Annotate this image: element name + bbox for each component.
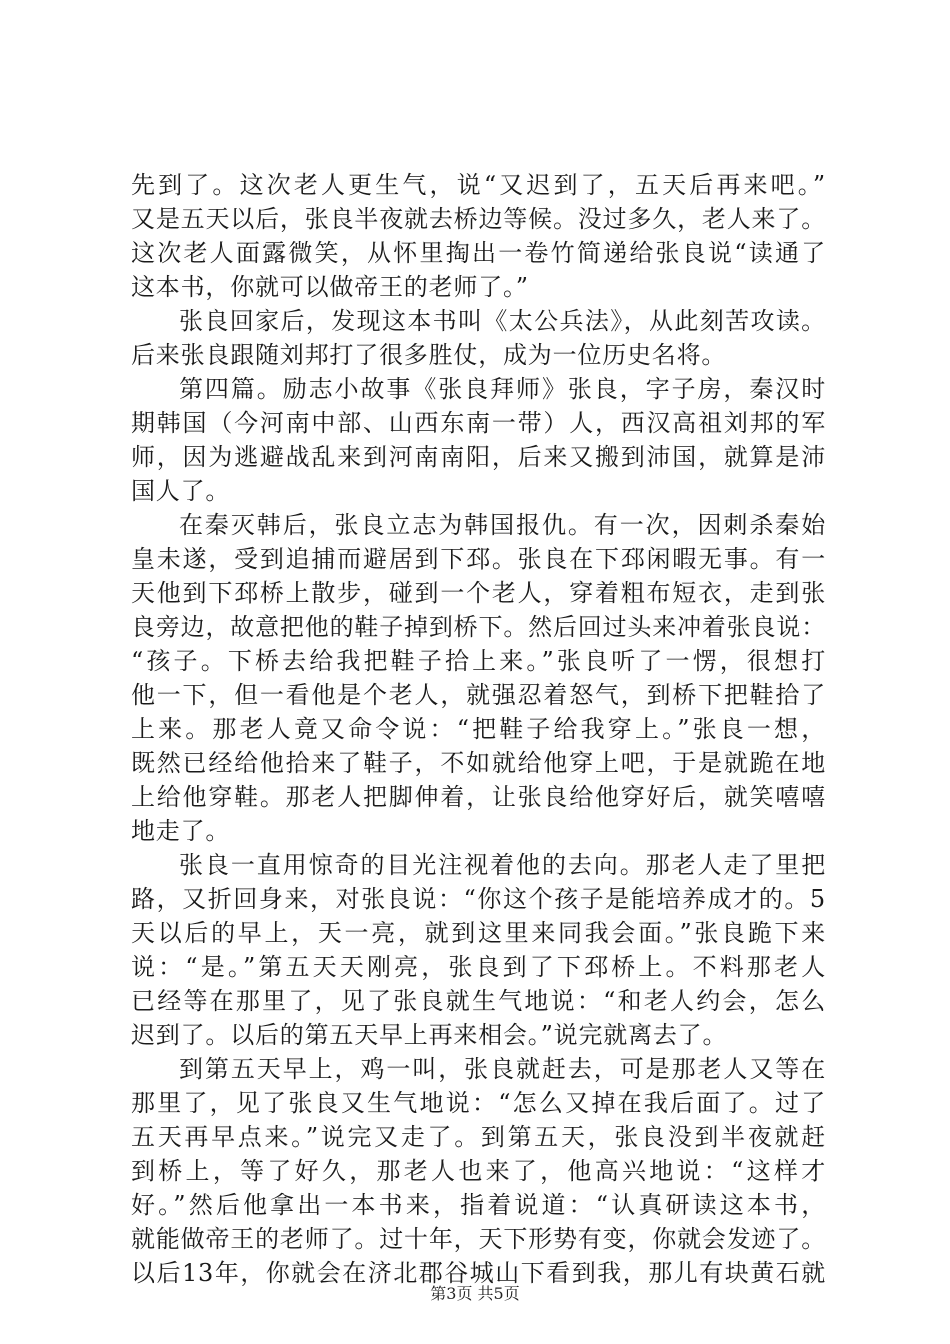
- text-line: 又是五天以后，张良半夜就去桥边等候。没过多久，老人来了。: [131, 205, 826, 233]
- text-line: 这次老人面露微笑，从怀里掏出一卷竹简递给张良说“读通了: [131, 239, 826, 267]
- document-body: [131, 168, 826, 1290]
- text-line: 路，又折回身来，对张良说：“你这个孩子是能培养成才的。5: [131, 885, 826, 913]
- text-line: 上给他穿鞋。那老人把脚伸着，让张良给他穿好后，就笑嘻嘻: [131, 783, 826, 811]
- text-line: 后来张良跟随刘邦打了很多胜仗，成为一位历史名将。: [131, 341, 727, 369]
- text-line: 好。”然后他拿出一本书来，指着说道：“认真研读这本书，: [131, 1191, 826, 1219]
- text-line: 他一下，但一看他是个老人，就强忍着怒气，到桥下把鞋拾了: [131, 681, 826, 709]
- text-line: 国人了。: [131, 477, 231, 505]
- text-line: 已经等在那里了，见了张良就生气地说：“和老人约会，怎么: [131, 987, 826, 1015]
- text-line: 师，因为逃避战乱来到河南南阳，后来又搬到沛国，就算是沛: [131, 443, 826, 471]
- text-line: 上来。那老人竟又命令说：“把鞋子给我穿上。”张良一想，: [131, 715, 826, 743]
- text-line: 天他到下邳桥上散步，碰到一个老人，穿着粗布短衣，走到张: [131, 579, 826, 607]
- text-line: 既然已经给他拾来了鞋子，不如就给他穿上吧，于是就跪在地: [131, 749, 826, 777]
- text-line: 在秦灭韩后，张良立志为韩国报仇。有一次，因刺杀秦始: [179, 511, 826, 539]
- text-line: 皇未遂，受到追捕而避居到下邳。张良在下邳闲暇无事。有一: [131, 545, 826, 573]
- text-line: 先到了。这次老人更生气，说“又迟到了，五天后再来吧。”: [131, 171, 826, 199]
- text-line: “孩子。下桥去给我把鞋子拾上来。”张良听了一愣，很想打: [131, 647, 826, 675]
- text-line: 这本书，你就可以做帝王的老师了。”: [131, 273, 529, 301]
- text-line: 期韩国（今河南中部、山西东南一带）人，西汉高祖刘邦的军: [131, 409, 826, 437]
- text-line: 张良回家后，发现这本书叫《太公兵法》，从此刻苦攻读。: [179, 307, 826, 335]
- text-line: 五天再早点来。”说完又走了。到第五天，张良没到半夜就赶: [131, 1123, 826, 1151]
- page-footer: 第3页 共5页: [430, 1284, 520, 1303]
- text-line: 那里了，见了张良又生气地说：“怎么又掉在我后面了。过了: [131, 1089, 826, 1117]
- text-line: 天以后的早上，天一亮，就到这里来同我会面。”张良跪下来: [131, 919, 826, 947]
- text-line: 地走了。: [131, 817, 231, 845]
- text-line: 到第五天早上，鸡一叫，张良就赶去，可是那老人又等在: [179, 1055, 826, 1083]
- text-line: 第四篇。励志小故事《张良拜师》张良，字子房，秦汉时: [179, 375, 826, 403]
- text-line: 迟到了。以后的第五天早上再来相会。”说完就离去了。: [131, 1021, 728, 1049]
- text-line: 良旁边，故意把他的鞋子掉到桥下。然后回过头来冲着张良说：: [131, 613, 826, 641]
- text-line: 张良一直用惊奇的目光注视着他的去向。那老人走了里把: [179, 851, 826, 879]
- text-line: 就能做帝王的老师了。过十年，天下形势有变，你就会发迹了。: [131, 1225, 826, 1253]
- text-line: 以后13年，你就会在济北郡谷城山下看到我，那儿有块黄石就: [131, 1259, 826, 1287]
- text-line: 到桥上，等了好久，那老人也来了，他高兴地说：“这样才: [131, 1157, 826, 1185]
- text-line: 说：“是。”第五天天刚亮，张良到了下邳桥上。不料那老人: [131, 953, 826, 981]
